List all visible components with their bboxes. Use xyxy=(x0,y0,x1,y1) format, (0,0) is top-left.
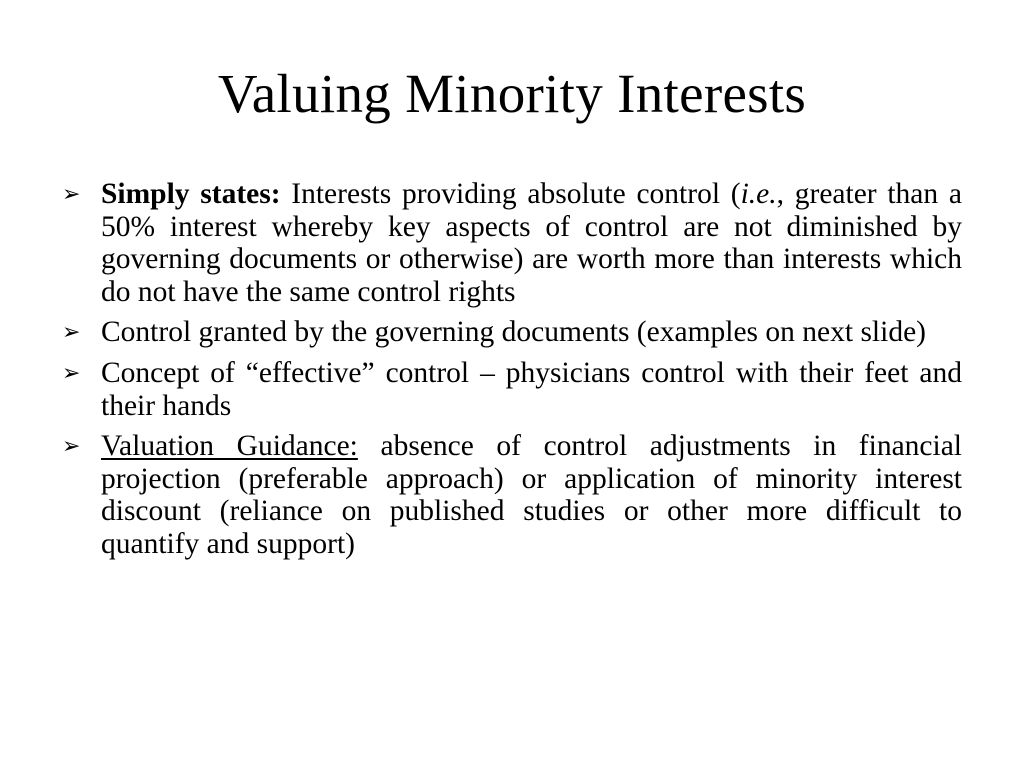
bullet-text: absence of control adjustments in financial projection (preferable approach) or application of minority interest discount (reliance on published studies or other more difficult to quantify and support) xyxy=(101,430,962,560)
arrowhead-bullet-icon: ➢ xyxy=(62,181,81,206)
bullet-lead-valuation-guidance: Valuation Guidance: xyxy=(101,430,358,463)
bullet-item-effective-control xyxy=(62,357,962,422)
bullet-text-italic: i.e. xyxy=(740,178,777,210)
bullet-text-part-2: , greater than a 50% interest whereby key aspects of control are not diminished by governing documents or otherwise) are worth more than interests which do not have the same control rights xyxy=(101,178,962,308)
arrowhead-bullet-icon: ➢ xyxy=(62,433,81,459)
bullet-text-part-1: Interests providing absolute control ( xyxy=(280,178,741,210)
arrowhead-bullet-icon: ➢ xyxy=(62,319,81,345)
slide-title: Valuing Minority Interests xyxy=(217,63,807,124)
arrowhead-bullet-icon: ➢ xyxy=(62,359,81,385)
bullet-text: Concept of “effective” control – physicians control with their feet and their hands xyxy=(101,356,962,422)
bullet-list xyxy=(62,178,962,569)
bullet-item-valuation-guidance xyxy=(62,430,962,560)
bullet-lead-simply-states: Simply states: xyxy=(101,178,281,210)
bullet-item-control-granted xyxy=(62,316,962,349)
bullet-item-simply-states xyxy=(62,178,962,308)
bullet-text: Control granted by the governing documents (examples on next slide) xyxy=(101,316,926,349)
